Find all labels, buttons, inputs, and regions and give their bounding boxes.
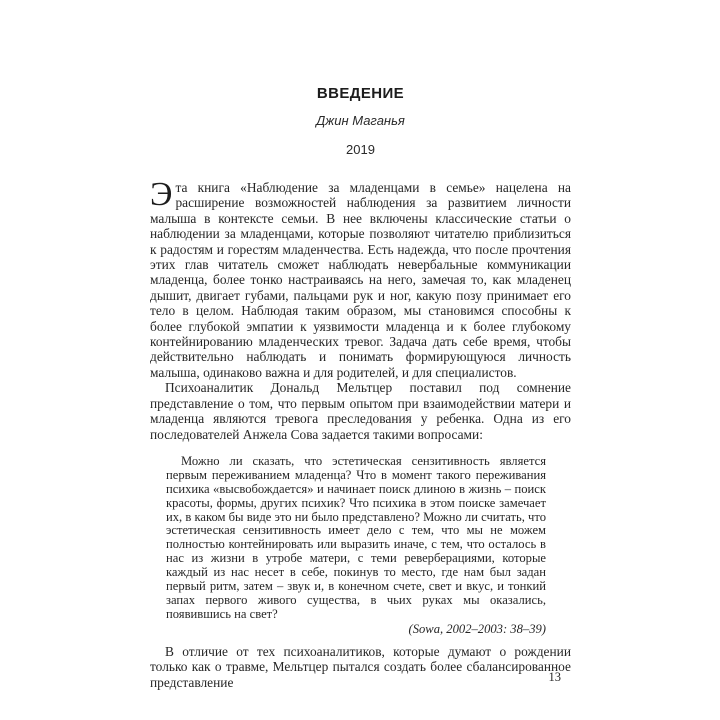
paragraph-1-text: та книга «Наблюдение за младенцами в семье» нацелена на расширение возможностей наблюдения за развитием личности малыша в контексте семьи. В нее включены классические статьи о наблюдении за младенцами, которые позволяют читателю приблизиться к радостям и горестям младенчества. Есть надежда, что после прочтения этих глав читатель сможет наблюдать невербальные коммуникации младенца, более тонко настраиваясь на него, замечая то, как младенец дышит, двигает губами, пальцами рук и ног, какую позу принимает его тело в целом. Наблюдая таким образом, мы становимся способны к более глубокой эмпатии к уязвимости младенца и к более глубокому контейнированию младенческих тревог. Задача дать себе время, чтобы действительно наблюдать и понимать формирующуюся личность малыша, одинаково важна и для родителей, и для специалистов.	[150, 180, 571, 380]
drop-cap-letter: Э	[150, 176, 173, 213]
block-quote: Можно ли сказать, что эстетическая сензитивность является первым переживанием младенца? Что в момент такого переживания психика «высвобождается» и начинает поиск длиною в жизнь – поиск красоты, формы, других психик? Что психика в этом поиске замечает их, в каком бы виде это ни было представлено? Можно ли считать, что эстетическая сензитивность имеет дело с тем, что мы не можем полностью контейнировать или выразить иначе, с тем, что осталось в нас из жизни в утробе матери, с теми реверберациями, которые каждый из нас несет в себе, покинув то место, где нам был задан первый ритм, затем – звук и, в конечном счете, свет и вкус, и тонкий запах первого живого существа, в чьих руках мы оказались, появившись на свет?	[166, 453, 546, 621]
paragraph-3: В отличие от тех психоаналитиков, которые думают о рождении только как о травме, Мельтцер пытался создать более сбалансированное представление	[150, 643, 571, 690]
paragraph-2: Психоаналитик Дональд Мельтцер поставил под сомнение представление о том, что первым опытом при взаимодействии матери и младенца являются тревога преследования у ребенка. Одна из его последователей Анжела Сова задается такими вопросами:	[150, 380, 571, 442]
quote-citation: (Sowa, 2002–2003: 38–39)	[408, 621, 546, 636]
chapter-header	[150, 86, 571, 157]
page-number: 13	[548, 670, 561, 684]
paragraph-1	[150, 176, 571, 380]
publication-year: 2019	[346, 142, 375, 157]
author-name: Джин Маганья	[316, 113, 405, 128]
book-page	[150, 86, 571, 690]
chapter-title: ВВЕДЕНИЕ	[316, 85, 405, 102]
